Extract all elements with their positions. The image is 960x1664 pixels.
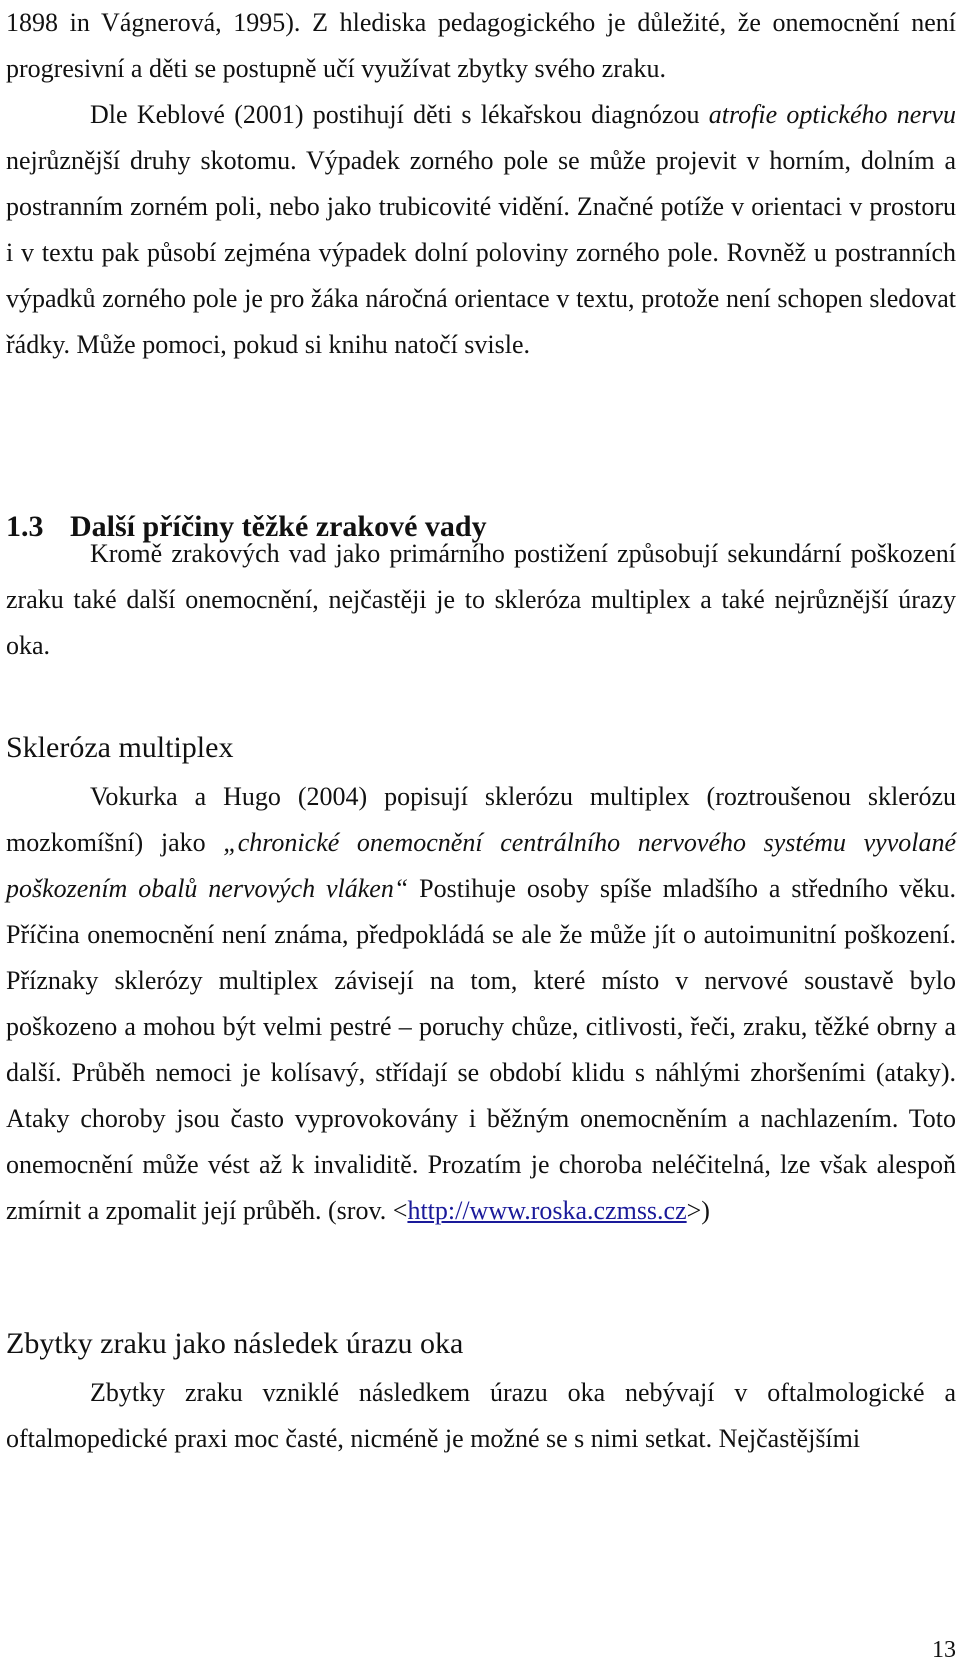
link-close-bracket: >) [686, 1196, 710, 1225]
page-number: 13 [932, 1637, 956, 1663]
paragraph-keblova [6, 92, 956, 368]
eye-injury-text-block [6, 1370, 956, 1462]
paragraph-sclerosis-rest: Postihuje osoby spíše mladšího a středního věku. Příčina onemocnění není známa, předpokládá se ale že může jít o autoimunitní poškození. Příznaky sklerózy multiplex závisejí na tom, které místo v nervové soustavě bylo poškozeno a mohou být velmi pestré – poruchy chůze, citlivosti, řeči, zraku, těžké obrny a další. Průběh nemoci je kolísavý, střídají se období klidu s náhlými zhoršeními (ataky). Ataky choroby jsou často vyprovokovány i běžným onemocněním a nachlazením. Toto onemocnění může vést až k invaliditě. Prozatím je choroba neléčitelná, lze však alespoň zmírnit a zpomalit její průběh. (srov. [6, 874, 956, 1225]
sclerosis-text-block [6, 774, 956, 1234]
section-title: Další příčiny těžké zrakové vady [70, 510, 487, 543]
paragraph-other-causes: Kromě zrakových vad jako primárního postižení způsobují sekundární poškození zraku také další onemocnění, nejčastěji je to skleróza multiplex a také nejrůznější úrazy oka. [6, 539, 956, 660]
paragraph-keblova-start: Dle Keblové (2001) postihují děti s lékařskou diagnózou [90, 100, 709, 129]
subheading-sclerosis: Skleróza multiplex [6, 731, 234, 764]
paragraph-vagnerova: 1898 in Vágnerová, 1995). Z hlediska pedagogického je důležité, že onemocnění není progresivní a děti se postupně učí využívat zbytky svého zraku. [6, 8, 956, 83]
citation-link-group [393, 1196, 710, 1225]
section-intro-block [6, 531, 956, 669]
paragraph-keblova-rest: nejrůznější druhy skotomu. Výpadek zorného pole se může projevit v horním, dolním a postranním zorném poli, nebo jako trubicovité vidění. Značné potíže v orientaci v prostoru i v textu pak působí zejména výpadek dolní poloviny zorného pole. Rovněž u postranních výpadků zorného pole je pro žáka náročná orientace v textu, protože není schopen sledovat řádky. Může pomoci, pokud si knihu natočí svisle. [6, 146, 956, 359]
roska-link[interactable]: http://www.roska.czmss.cz [407, 1196, 687, 1225]
intro-text-block [6, 0, 956, 368]
paragraph-sclerosis [6, 774, 956, 1234]
section-number: 1.3 [6, 510, 44, 543]
paragraph-sclerosis-start: Vokurka a Hugo (2004) popisují sklerózu multiplex (roztroušenou sklerózu mozkomíšní) jako [6, 782, 956, 857]
paragraph-keblova-term: atrofie optického nervu [708, 100, 956, 129]
sclerosis-definition-quote: „chronické onemocnění centrálního nervového systému vyvolané poškozením obalů nervových vláken“ [6, 828, 956, 903]
subheading-eye-injury: Zbytky zraku jako následek úrazu oka [6, 1327, 464, 1360]
paragraph-eye-injury: Zbytky zraku vzniklé následkem úrazu oka nebývají v oftalmologické a oftalmopedické praxi moc časté, nicméně je možné se s nimi setkat. Nejčastějšími [6, 1378, 956, 1453]
link-open-bracket: < [392, 1196, 408, 1225]
